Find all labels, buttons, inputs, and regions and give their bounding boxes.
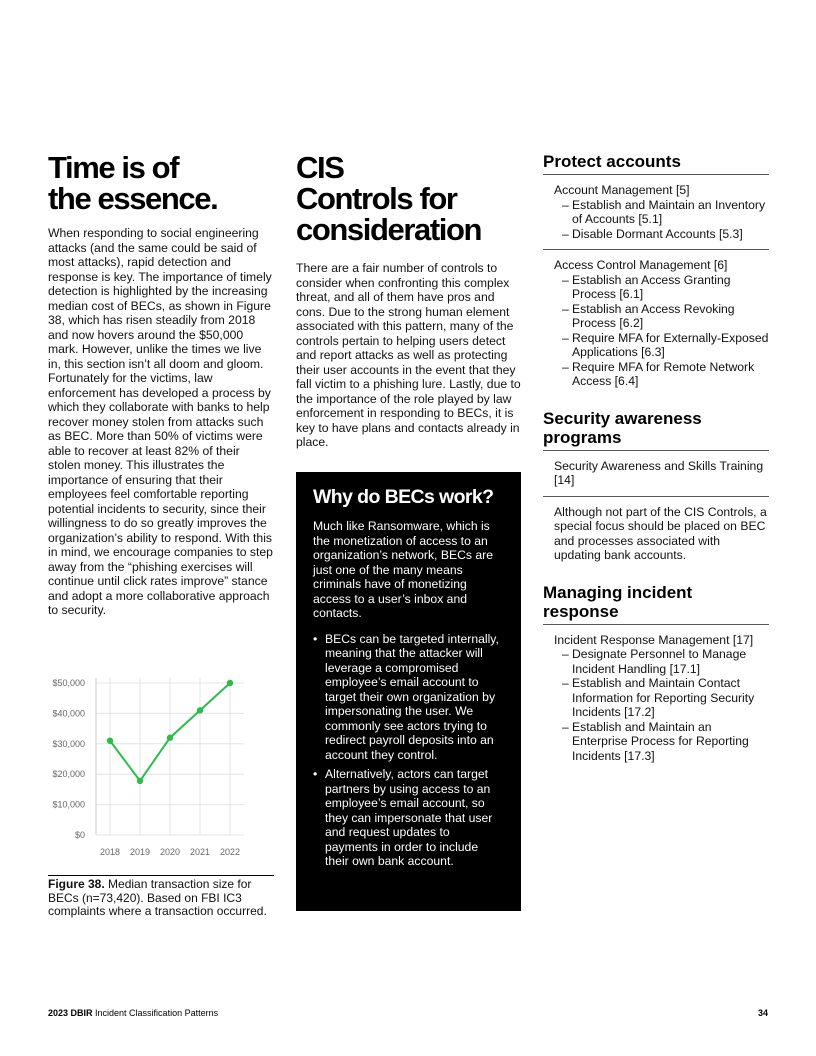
- x-tick-label: 2019: [129, 847, 151, 857]
- y-tick-label: $0: [74, 830, 85, 840]
- note-text: Although not part of the CIS Controls, a special focus should be placed on BEC and processes associated with updating bank accounts.: [554, 504, 767, 562]
- list-item: [554, 720, 769, 764]
- dash-icon: –: [562, 647, 569, 661]
- data-point: [167, 735, 173, 741]
- dash-icon: –: [562, 719, 569, 734]
- why-becs-work-box: [296, 472, 521, 911]
- x-tick-label: 2018: [99, 847, 121, 857]
- title-line: Controls for: [296, 181, 457, 216]
- y-tick-label: $40,000: [52, 708, 85, 719]
- time-essence-title: [48, 152, 274, 214]
- caption-rule: [48, 875, 274, 876]
- page-footer: [48, 1008, 768, 1019]
- list-item: [554, 647, 769, 676]
- item-text: Require MFA for Remote Network Access [6.4]: [572, 359, 755, 388]
- footer-doc-title: 2023 DBIR: [48, 1008, 93, 1018]
- dash-icon: –: [562, 197, 569, 212]
- list-item: [554, 273, 769, 302]
- time-essence-body: When responding to social engineering attacks (and the same could be said of most attacks), rapid detection and response is key. The importance of timely detection is highlighted by the increasing median cost of BECs, as shown in Figure 38, which has risen steadily from 2018 and now hovers around the $50,000 mark. However, unlike the times we live in, this section isn’t all doom and gloom. Fortunately for the victims, law enforcement has developed a process by which they collaborate with banks to help recover money stolen from attacks such as BEC. More than 50% of victims were able to recover at least 82% of their stolen money. This illustrates the importance of ensuring that their employees feel comfortable reporting potential incidents to security, since their willingness to do so greatly improves the organization’s ability to respond. With this in mind, we encourage companies to step away from the “phishing exercises will continue until click rates improve” stance and adopt a more collaborative approach to security.: [48, 226, 273, 617]
- item-text: Establish an Access Revoking Process [6.2]: [572, 301, 735, 330]
- dash-icon: –: [562, 330, 569, 345]
- box-title: Why do BECs work?: [313, 486, 494, 508]
- dash-icon: –: [562, 676, 569, 690]
- footer-section: Incident Classification Patterns: [92, 1008, 219, 1018]
- awareness-note: [543, 497, 769, 571]
- bullet-text: BECs can be targeted internally, meaning that the attacker will leverage a compromised employee’s email account to target their own organization by impersonating the user. We commonly see actors trying to redirect payroll deposits into an account they control.: [325, 631, 499, 762]
- title-line: CIS: [296, 150, 344, 185]
- list-item: [554, 676, 769, 720]
- group-title: Incident Response Management [17]: [554, 632, 754, 647]
- title-line: consideration: [296, 212, 482, 247]
- bullet-text: Alternatively, actors can target partners by using access to an employee’s email account, so they can impersonate that user and request updates to payments in order to include their own bank account.: [325, 767, 493, 868]
- y-tick-label: $50,000: [52, 678, 85, 688]
- x-tick-label: 2021: [189, 847, 211, 857]
- dash-icon: –: [562, 226, 569, 241]
- incident-response-group: [543, 625, 769, 772]
- cis-controls-section: [296, 152, 522, 450]
- awareness-group: [543, 451, 769, 497]
- line-chart: [48, 668, 274, 878]
- item-text: Establish an Access Granting Process [6.1]: [572, 272, 731, 301]
- item-text: Establish and Maintain Contact Information for Reporting Security Incidents [17.2]: [572, 676, 755, 719]
- protect-accounts-heading: Protect accounts: [543, 152, 769, 175]
- figure-caption: [48, 878, 274, 919]
- list-item: [554, 198, 769, 227]
- data-point: [107, 738, 113, 744]
- access-control-group: [543, 250, 769, 397]
- item-text: Establish and Maintain an Enterprise Process for Reporting Incidents [17.3]: [572, 719, 749, 763]
- list-item: [554, 360, 769, 389]
- y-tick-label: $30,000: [52, 738, 85, 749]
- data-point: [197, 707, 203, 713]
- x-tick-label: 2022: [219, 847, 241, 857]
- y-tick-label: $10,000: [52, 799, 85, 810]
- box-intro: Much like Ransomware, which is the monetization of access to an organization’s network, BECs are just one of the many means criminals have of monetizing access to a user’s inbox and contacts.: [313, 519, 493, 620]
- group-title: Security Awareness and Skills Training [14]: [554, 458, 764, 487]
- account-management-group: [543, 175, 769, 250]
- data-point: [137, 778, 143, 784]
- x-tick-label: 2020: [159, 847, 181, 857]
- box-bullet-list: [313, 632, 503, 869]
- title-line: Time is of: [48, 150, 179, 185]
- dash-icon: –: [562, 301, 569, 316]
- list-item: [313, 632, 503, 763]
- incident-response-heading: Managing incident response: [543, 583, 769, 625]
- dash-icon: –: [562, 272, 569, 287]
- group-title: Account Management [5]: [554, 183, 690, 197]
- dash-icon: –: [562, 359, 569, 374]
- item-text: Disable Dormant Accounts [5.3]: [572, 226, 743, 241]
- list-item: [554, 331, 769, 360]
- title-line: the essence.: [48, 181, 218, 216]
- item-text: Require MFA for Externally-Exposed Applications [6.3]: [572, 330, 769, 359]
- cis-controls-title: [296, 152, 522, 245]
- time-essence-section: [48, 152, 274, 618]
- security-awareness-heading: Security awareness programs: [543, 409, 769, 451]
- group-title: Access Control Management [6]: [554, 258, 728, 272]
- figure-caption-text: Median transaction size for BECs (n=73,420). Based on FBI IC3 complaints where a transaction occurred.: [48, 877, 267, 918]
- list-item: [554, 227, 769, 242]
- figure-label: Figure 38.: [48, 877, 105, 891]
- page-number: 34: [757, 1008, 768, 1018]
- bullet-icon: •: [313, 631, 318, 646]
- bullet-icon: •: [313, 767, 318, 781]
- list-item: [554, 302, 769, 331]
- figure-38-chart: [48, 668, 274, 878]
- item-text: Designate Personnel to Manage Incident Handling [17.1]: [572, 647, 747, 676]
- controls-list-section: [543, 152, 769, 771]
- cis-controls-body: There are a fair number of controls to consider when confronting this complex threat, and all of them have pros and cons. Due to the strong human element associated with this pattern, many of the controls pertain to helping users detect and report attacks as well as protecting their user accounts in the event that they fall victim to a phishing lure. Lastly, due to the importance of the role played by law enforcement in responding to BECs, it is key to have plans and contacts already in place.: [296, 261, 521, 449]
- y-tick-label: $20,000: [52, 769, 85, 780]
- list-item: [313, 767, 503, 869]
- data-point: [227, 680, 233, 686]
- item-text: Establish and Maintain an Inventory of Accounts [5.1]: [572, 197, 766, 226]
